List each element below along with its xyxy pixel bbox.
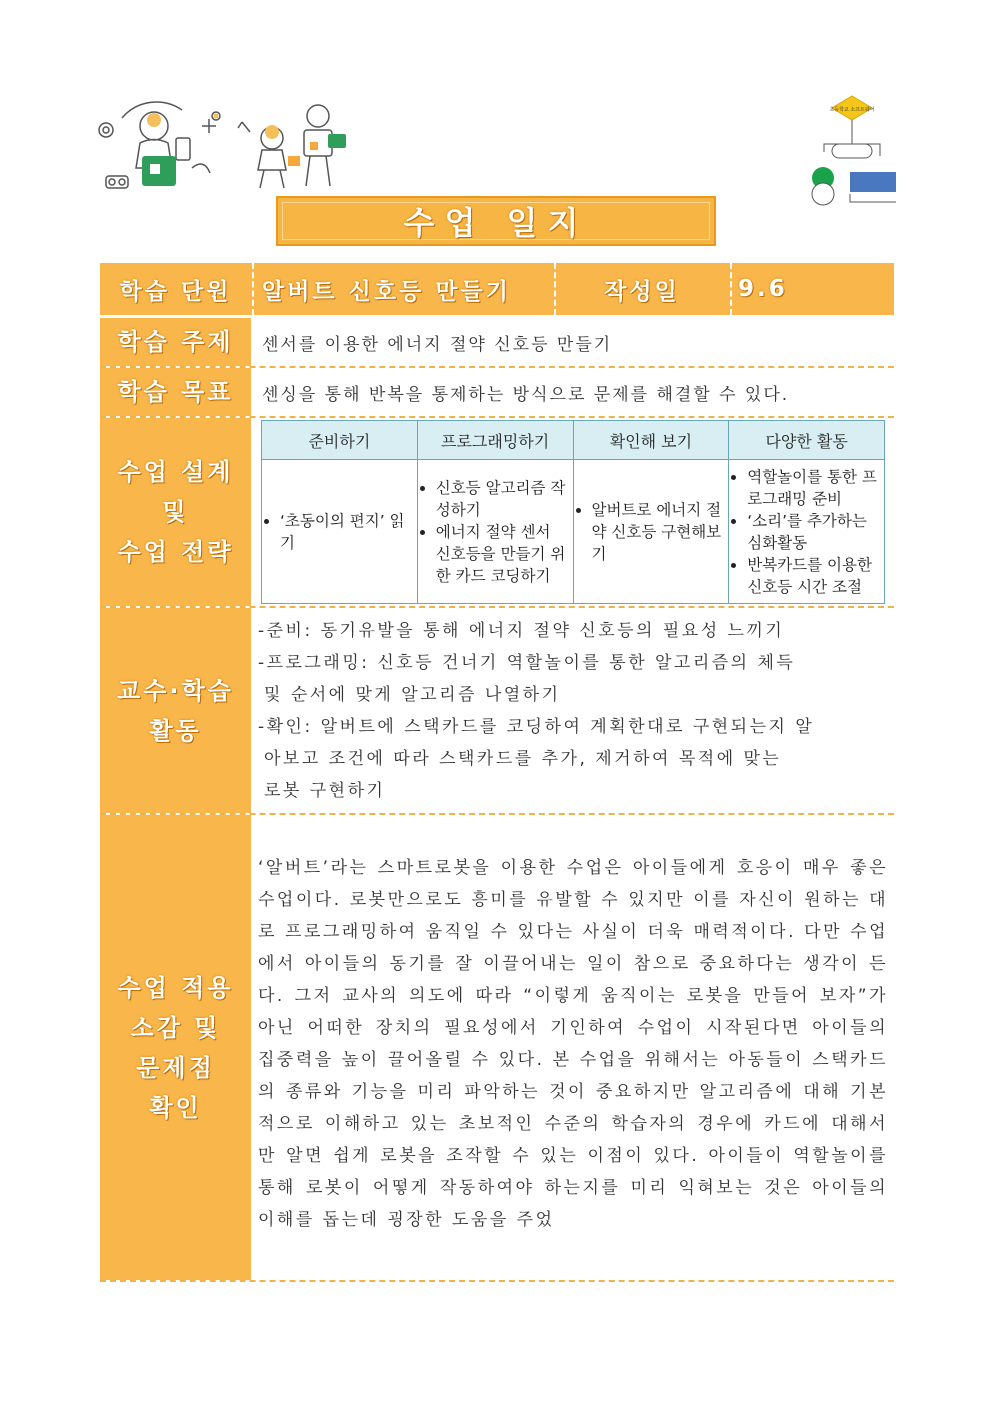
column-header: 프로그래밍하기 bbox=[417, 421, 573, 460]
software-education-logo bbox=[806, 94, 898, 206]
list-item: • 에너지 절약 센서 신호등을 만들기 위한 카드 코딩하기 bbox=[436, 521, 569, 587]
topic-label-text: 학습 주제 bbox=[117, 328, 234, 356]
kids-robot-illustration bbox=[92, 98, 362, 198]
page-title: 수업 일지 bbox=[403, 204, 589, 242]
activity-line: 로봇 구현하기 bbox=[264, 781, 386, 801]
activities-label-line: 교수·학습 bbox=[117, 676, 234, 705]
design-label-line: 및 bbox=[162, 498, 189, 526]
activity-line: -프로그래밍: 신호등 건너기 역할놀이를 통한 알고리즘의 체득 bbox=[258, 653, 796, 673]
activity-line: -준비: 동기유발을 통해 에너지 절약 신호등의 필요성 느끼기 bbox=[258, 621, 785, 641]
list-item: • 신호등 알고리즘 작성하기 bbox=[436, 477, 569, 521]
topic-label bbox=[100, 318, 251, 366]
list-item: • ‘소리’를 추가하는 심화활동 bbox=[747, 510, 880, 554]
logo-text: 초등학교 소프트웨어 bbox=[829, 107, 875, 113]
column-header: 확인해 보기 bbox=[573, 421, 729, 460]
reflection-label bbox=[100, 815, 251, 1280]
title-banner bbox=[276, 196, 716, 246]
activity-line: -확인: 알버트에 스택카드를 코딩하여 계획한대로 구현되는지 알 bbox=[258, 717, 815, 737]
goal-value: 센싱을 통해 반복을 통제하는 방식으로 문제를 해결할 수 있다. bbox=[262, 384, 790, 405]
list-item: • 반복카드를 이용한 신호등 시간 조절 bbox=[747, 554, 880, 598]
reflection-label-line: 확인 bbox=[149, 1093, 202, 1122]
list-item: • 역할놀이를 통한 프로그래밍 준비 bbox=[747, 466, 880, 510]
date-value: 9.6 bbox=[738, 276, 788, 302]
design-table bbox=[261, 420, 885, 604]
list-item: • 알버트로 에너지 절약 신호등 구현해보기 bbox=[592, 499, 725, 565]
activity-line: 및 순서에 맞게 알고리즘 나열하기 bbox=[264, 685, 561, 705]
goal-label-text: 학습 목표 bbox=[117, 378, 234, 406]
activity-line: 아보고 조건에 따라 스택카드를 추가, 제거하여 목적에 맞는 bbox=[264, 749, 782, 769]
design-label-line: 수업 전략 bbox=[117, 538, 234, 566]
column-header: 준비하기 bbox=[262, 421, 418, 460]
list-item: • ‘초동이의 편지’ 읽기 bbox=[280, 510, 413, 554]
topic-value: 센서를 이용한 에너지 절약 신호등 만들기 bbox=[262, 334, 613, 355]
unit-label: 학습 단원 bbox=[119, 278, 232, 305]
table-cell bbox=[729, 460, 885, 604]
table-cell bbox=[262, 460, 418, 604]
design-label-line: 수업 설계 bbox=[117, 458, 234, 486]
reflection-label-line: 문제점 bbox=[136, 1053, 215, 1082]
design-label bbox=[100, 418, 251, 606]
reflection-label-line: 소감 및 bbox=[130, 1013, 221, 1042]
activities-label bbox=[100, 608, 251, 813]
table-cell bbox=[417, 460, 573, 604]
goal-label bbox=[100, 368, 251, 416]
date-label: 작성일 bbox=[604, 278, 680, 305]
column-header: 다양한 활동 bbox=[729, 421, 885, 460]
reflection-label-line: 수업 적용 bbox=[117, 973, 234, 1002]
unit-value: 알버트 신호등 만들기 bbox=[262, 278, 511, 305]
activities-label-line: 활동 bbox=[149, 716, 202, 745]
table-cell bbox=[573, 460, 729, 604]
reflection-text: ‘알버트’라는 스마트로봇을 이용한 수업은 아이들에게 호응이 매우 좋은 수업이다. 로봇만으로도 흥미를 유발할 수 있지만 이를 자신이 원하는 대로 프로그래밍하여 움직일 수 있다는 사실이 더욱 매력적이다. 다만 수업에서 아이들의 동기를 잘 이끌어내는 일이 참으로 중요하다는 생각이 든다. 그저 교사의 의도에 따라 “이렇게 움직이는 로봇을 만들어 보자”가 아닌 어떠한 장치의 필요성에서 기인하여 수업이 시작된다면 아이들의 집중력을 높이 끌어올릴 수 있다. 본 수업을 위해서는 아동들이 스택카드의 종류와 기능을 미리 파악하는 것이 중요하지만 알고리즘에 대해 기본적으로 이해하고 있는 초보적인 수준의 학습자의 경우에 카드에 대해서만 알면 쉽게 로봇을 조작할 수 있는 이점이 있다. 아이들이 역할놀이를 통해 로봇이 어떻게 작동하여야 하는지를 미리 익혀보는 것은 아이들의 이해를 돕는데 굉장한 도움을 주었 bbox=[258, 858, 888, 1230]
